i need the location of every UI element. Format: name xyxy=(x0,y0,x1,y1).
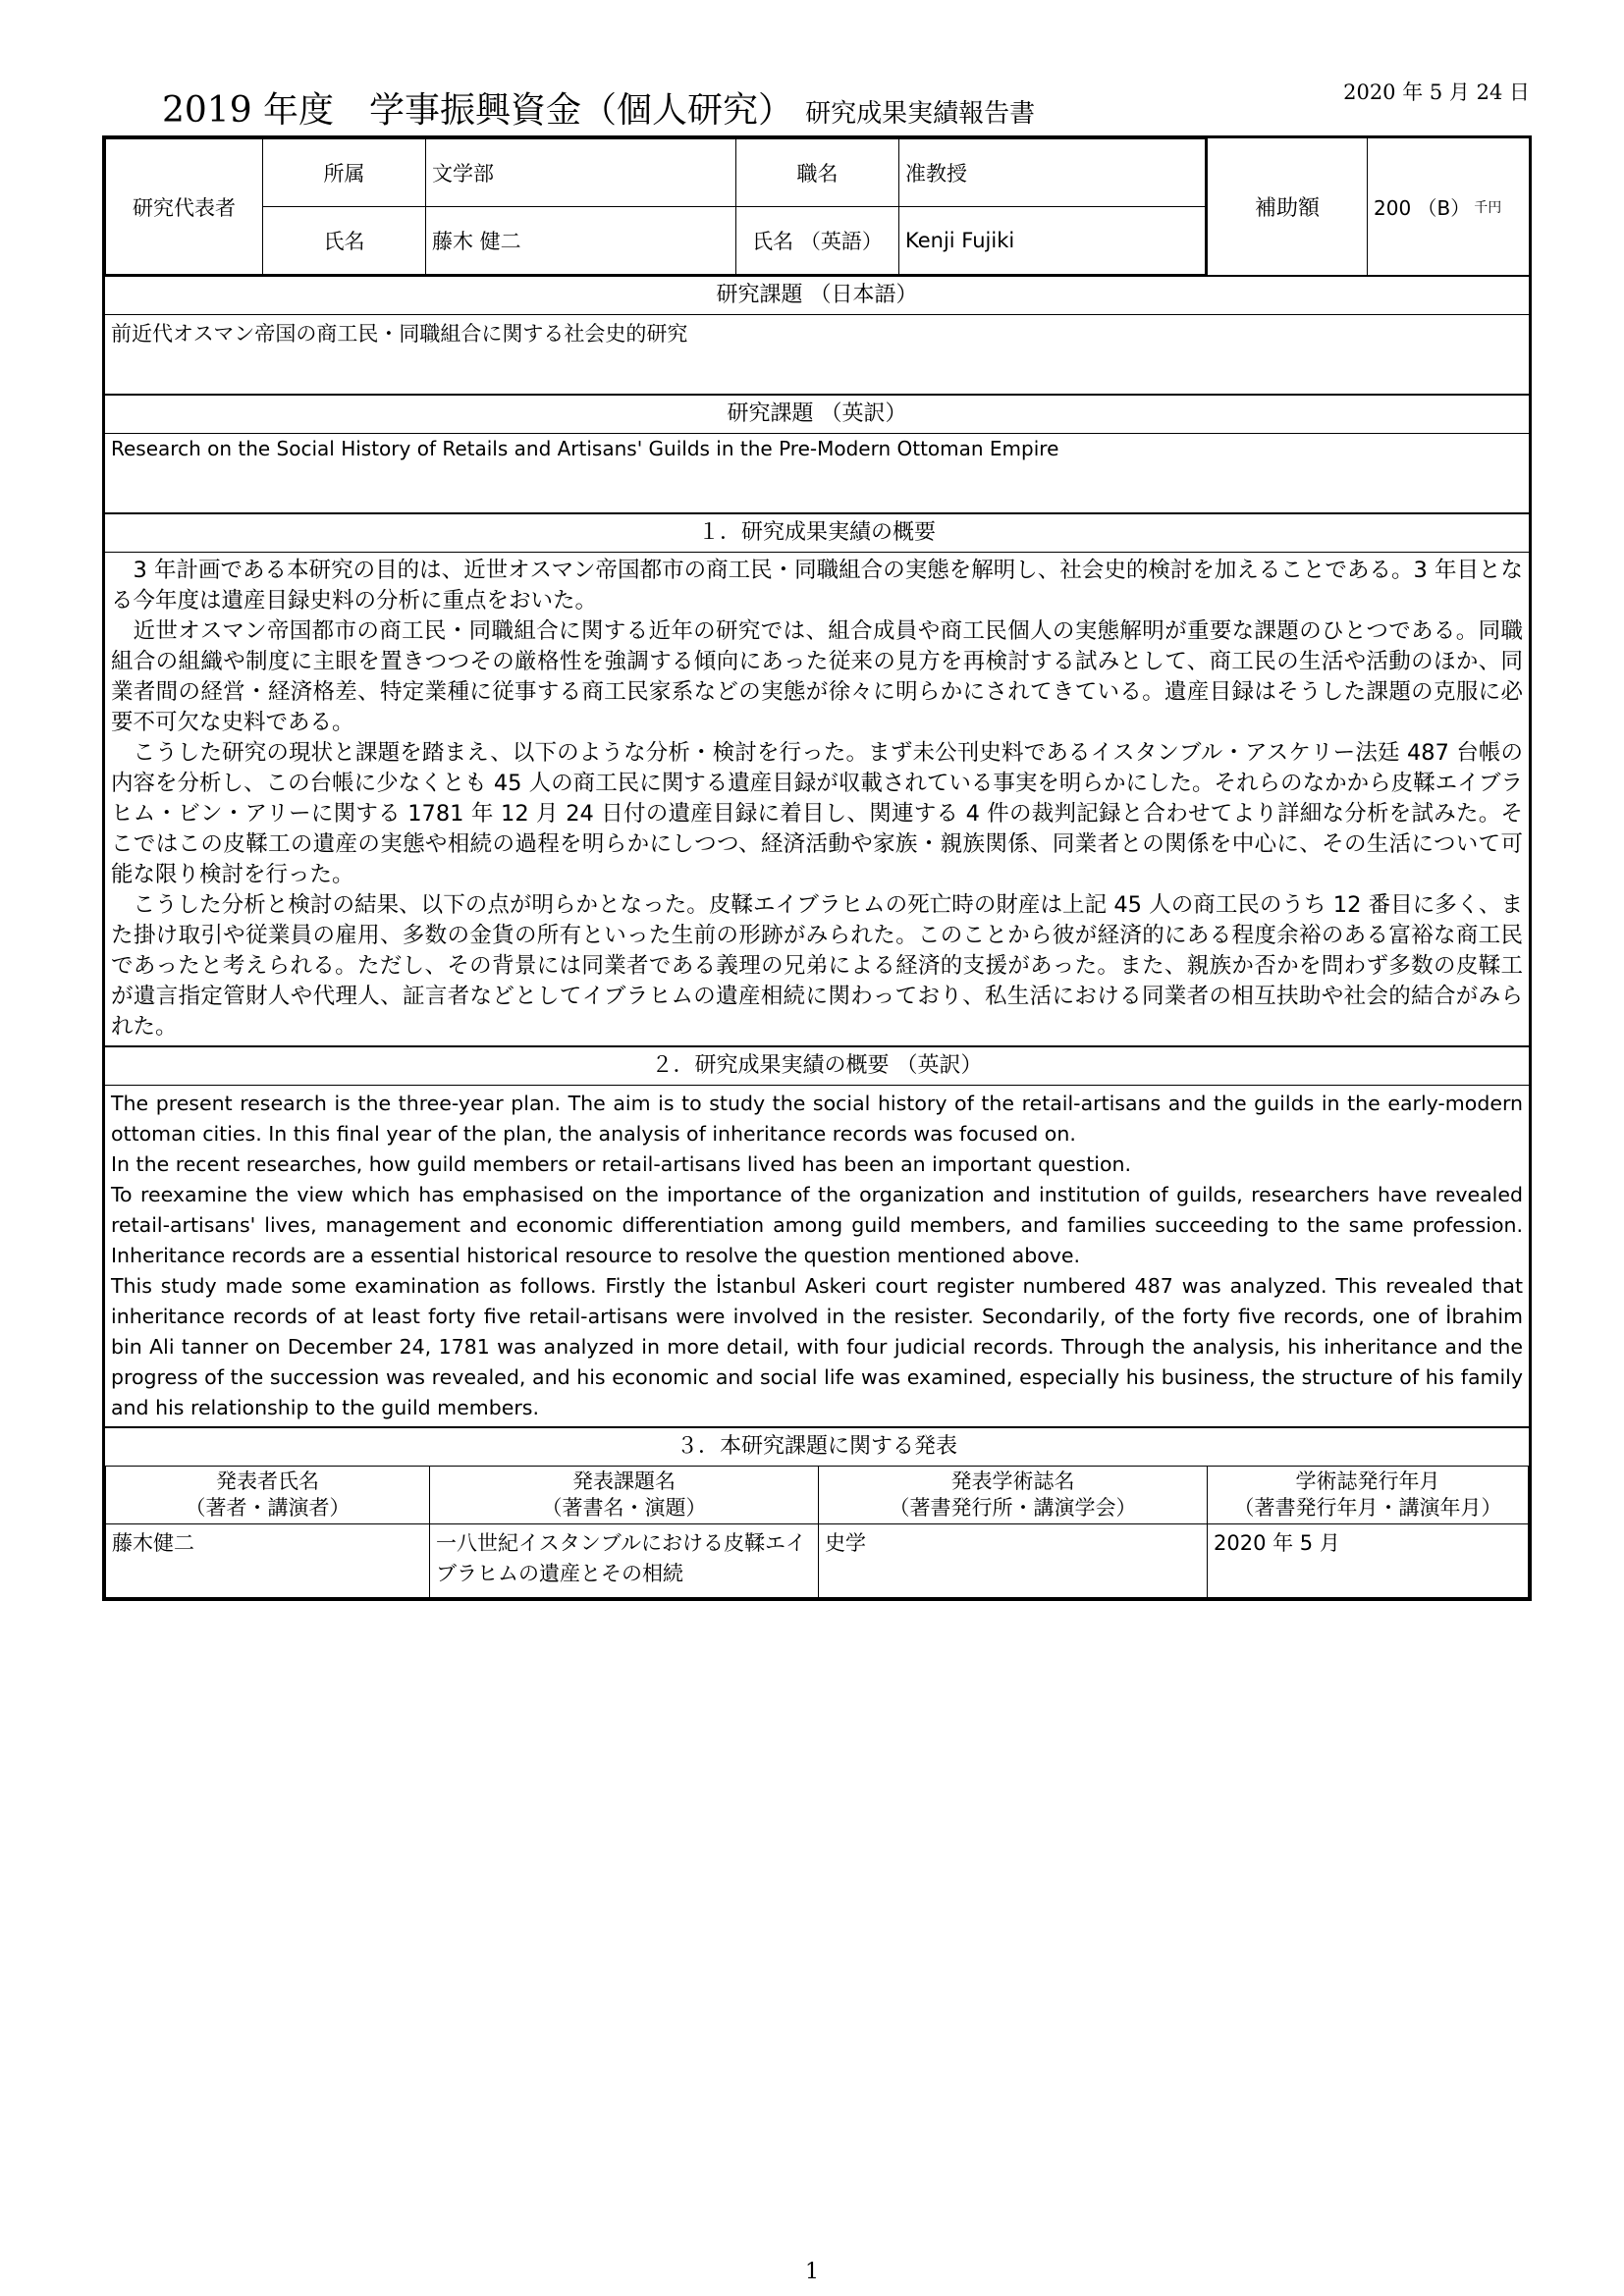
affiliation-value: 文学部 xyxy=(426,139,736,207)
summary-jp-body xyxy=(105,552,1529,1045)
column-header-date: 学術誌発行年月 （著書発行年月・講演年月） xyxy=(1208,1467,1529,1524)
researcher-info xyxy=(105,138,1529,275)
report-form xyxy=(102,135,1532,1601)
grant-box xyxy=(1206,138,1529,275)
topic-jp-text: 前近代オスマン帝国の商工民・同職組合に関する社会史的研究 xyxy=(105,314,1529,394)
summary-jp-heading: １．研究成果実績の概要 xyxy=(105,512,1529,552)
column-header-author: 発表者氏名 （著者・講演者） xyxy=(106,1467,430,1524)
grant-amount xyxy=(1368,138,1529,275)
topic-en-heading: 研究課題 （英訳） xyxy=(105,394,1529,433)
publications-table xyxy=(105,1466,1529,1598)
name-en-label: 氏名 （英語） xyxy=(736,207,899,275)
researcher-role-label: 研究代表者 xyxy=(106,139,263,275)
title-sub: 研究成果実績報告書 xyxy=(805,99,1036,129)
summary-jp-paragraph: 3 年計画である本研究の目的は、近世オスマン帝国都市の商工民・同職組合の実態を解明し、社会史的検討を加えることである。3 年目となる今年度は遺産目録史料の分析に重点をおいた。 xyxy=(111,558,1523,614)
summary-en-paragraph: In the recent researches, how guild members or retail-artisans lived has been an important question. xyxy=(111,1152,1132,1176)
summary-jp-paragraph: 近世オスマン帝国都市の商工民・同職組合に関する近年の研究では、組合成員や商工民個人の実態解明が重要な課題のひとつである。同職組合の組織や制度に主眼を置きつつその厳格性を強調する傾向にあった従来の見方を再検討する試みとして、商工民の生活や活動のほか、同業者間の経営・経済格差、特定業種に従事する商工民家系などの実態が徐々に明らかにされてきている。遺産目録はそうした課題の克服に必要不可欠な史料である。 xyxy=(111,618,1523,735)
summary-jp-paragraph: こうした分析と検討の結果、以下の点が明らかとなった。皮鞣エイブラヒムの死亡時の財産は上記 45 人の商工民のうち 12 番目に多く、また掛け取引や従業員の雇用、多数の金貨の所有といった生前の形跡がみられた。このことから彼が経済的にある程度余裕のある富裕な商工民であったと考えられる。ただし、その背景には同業者である義理の兄弟による経済的支援があった。また、親族か否かを問わず多数の皮鞣工が遺言指定管財人や代理人、証言者などとしてイブラヒムの遺産相続に関わっており、私生活における同業者の相互扶助や社会的結合がみられた。 xyxy=(111,892,1523,1040)
publication-journal: 史学 xyxy=(819,1524,1208,1598)
name-en-value: Kenji Fujiki xyxy=(899,207,1206,275)
publication-author: 藤木健二 xyxy=(106,1524,430,1598)
publication-date: 2020 年 5 月 xyxy=(1208,1524,1529,1598)
page-title xyxy=(162,82,1035,133)
grant-label: 補助額 xyxy=(1208,138,1368,275)
table-row xyxy=(106,1524,1529,1598)
publications-header-row xyxy=(106,1467,1529,1524)
position-label: 職名 xyxy=(736,139,899,207)
name-label: 氏名 xyxy=(263,207,426,275)
affiliation-label: 所属 xyxy=(263,139,426,207)
summary-en-paragraph: This study made some examination as follows. Firstly the İstanbul Askeri court register numbered 487 was analyzed. This revealed that inheritance records of at least forty five retail-artisans were involved in the resister. Secondarily, of the forty five records, one of İbrahim bin Ali tanner on December 24, 1781 was analyzed in more detail, with four judicial records. Through the analysis, his inheritance and the progress of the succession was revealed, and his economic and social life was examined, especially his business, the structure of his family and his relationship to the guild members. xyxy=(111,1274,1523,1419)
summary-en-paragraph: The present research is the three-year plan. The aim is to study the social history of the retail-artisans and the guilds in the early-modern ottoman cities. In this final year of the plan, the analysis of inheritance records was focused on. xyxy=(111,1092,1523,1146)
grant-value: 200 （B） xyxy=(1374,196,1471,220)
summary-en-heading: ２．研究成果実績の概要 （英訳） xyxy=(105,1045,1529,1085)
name-value: 藤木 健二 xyxy=(426,207,736,275)
publication-title: 一八世紀イスタンブルにおける皮鞣エイブラヒムの遺産とその相続 xyxy=(430,1524,819,1598)
column-header-journal: 発表学術誌名 （著書発行所・講演学会） xyxy=(819,1467,1208,1524)
summary-jp-paragraph: こうした研究の現状と課題を踏まえ、以下のような分析・検討を行った。まず未公刊史料であるイスタンブル・アスケリー法廷 487 台帳の内容を分析し、この台帳に少なくとも 45 人の商工民に関する遺産目録が収載されている事実を明らかにした。それらのなかから皮鞣エイブラヒム・ビン・アリーに関する 1781 年 12 月 24 日付の遺産目録に着目し、関連する 4 件の裁判記録と合わせてより詳細な分析を試みた。そこではこの皮鞣工の遺産の実態や相続の過程を明らかにしつつ、経済活動や家族・親族関係、同業者との関係を中心に、その生活について可能な限り検討を行った。 xyxy=(111,740,1523,887)
position-value: 准教授 xyxy=(899,139,1206,207)
column-header-title: 発表課題名 （著書名・演題） xyxy=(430,1467,819,1524)
summary-en-paragraph: To reexamine the view which has emphasised on the importance of the organization and institution of guilds, researchers have revealed retail-artisans' lives, management and economic differentiation among guild members, and families succeeding to the same profession. Inheritance records are a essential historical resource to resolve the question mentioned above. xyxy=(111,1183,1523,1267)
page-number: 1 xyxy=(805,2260,819,2284)
grant-unit: 千円 xyxy=(1474,199,1502,216)
publications-heading: ３．本研究課題に関する発表 xyxy=(105,1426,1529,1466)
summary-en-body xyxy=(105,1085,1529,1426)
title-main: 2019 年度 学事振興資金（個人研究） xyxy=(162,90,794,131)
report-date: 2020 年 5 月 24 日 xyxy=(1343,80,1530,104)
topic-jp-heading: 研究課題 （日本語） xyxy=(105,275,1529,314)
topic-en-text: Research on the Social History of Retails and Artisans' Guilds in the Pre-Modern Ottoman Empire xyxy=(105,433,1529,512)
